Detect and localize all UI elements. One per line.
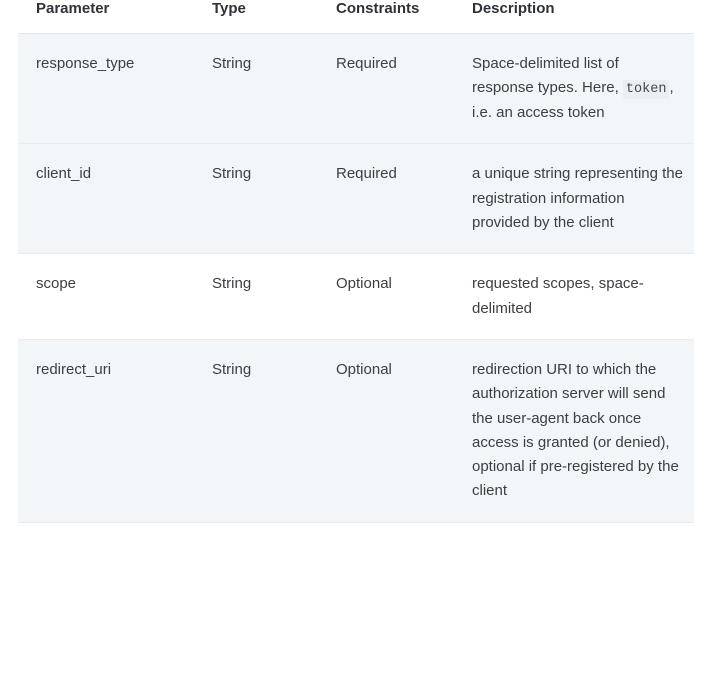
table-header-row [18, 0, 694, 34]
column-header-description: Description [454, 0, 694, 34]
table-row [18, 34, 694, 144]
description-text-post: , i.e. an access token [472, 79, 674, 122]
cell-type: String [194, 34, 318, 144]
description-text-pre: Space-delimited list of response types. Here, [472, 55, 623, 97]
cell-parameter: client_id [18, 144, 194, 254]
column-header-constraints: Constraints [318, 0, 454, 34]
cell-parameter: scope [18, 254, 194, 340]
cell-description: redirection URI to which the authorization server will send the user-agent back once access is granted (or denied), optional if pre-registered by the client [454, 339, 694, 522]
cell-constraints: Required [318, 144, 454, 254]
cell-type: String [194, 254, 318, 340]
table-body [18, 34, 694, 523]
column-header-parameter: Parameter [18, 0, 194, 34]
cell-constraints: Optional [318, 254, 454, 340]
cell-parameter: response_type [18, 34, 194, 144]
inline-code-token: token [623, 80, 670, 99]
cell-constraints: Required [318, 34, 454, 144]
cell-type: String [194, 339, 318, 522]
table-header [18, 0, 694, 34]
table-row [18, 144, 694, 254]
cell-description: requested scopes, space-delimited [454, 254, 694, 340]
cell-description [454, 34, 694, 144]
table-row [18, 339, 694, 522]
parameter-table [18, 0, 694, 523]
table-row [18, 254, 694, 340]
cell-parameter: redirect_uri [18, 339, 194, 522]
cell-constraints: Optional [318, 339, 454, 522]
cell-type: String [194, 144, 318, 254]
cell-description: a unique string representing the registration information provided by the client [454, 144, 694, 254]
column-header-type: Type [194, 0, 318, 34]
